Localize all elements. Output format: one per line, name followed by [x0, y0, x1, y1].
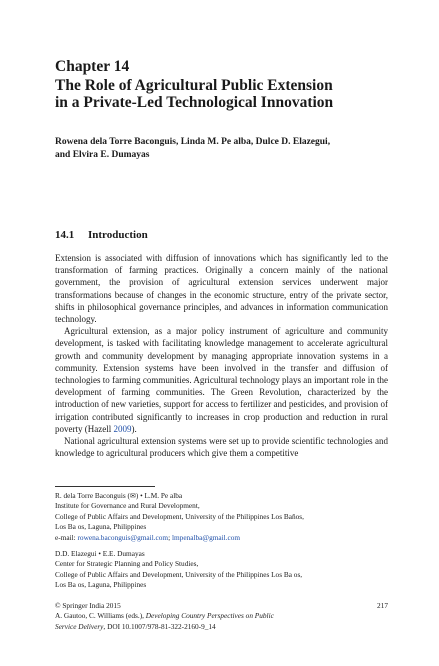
affiliation-line: College of Public Affairs and Development, University of the Philippines Los Ba os,	[55, 569, 303, 579]
affiliation-group	[55, 549, 395, 591]
affiliation-line: Center for Strategic Planning and Policy Studies,	[55, 559, 199, 569]
chapter-title-line: in a Private-Led Technological Innovation	[55, 94, 334, 111]
paragraph-text: ).	[131, 423, 137, 434]
body-text	[55, 252, 388, 459]
section-heading	[55, 228, 395, 242]
copyright-line: © Springer India 2015	[55, 601, 121, 610]
affiliation-text: R. dela Torre Baconguis (	[55, 491, 130, 500]
chapter-label: Chapter 14	[55, 58, 130, 75]
citation-link[interactable]: 2009	[113, 423, 132, 434]
affiliation-line	[55, 491, 395, 501]
citation-line	[55, 622, 388, 632]
book-title: Service Delivery	[55, 621, 104, 631]
citation-line	[55, 611, 388, 621]
affiliation-group	[55, 491, 395, 543]
section-number: 14.1	[55, 229, 75, 241]
affiliation-line: D.D. Elazegui • E.E. Dumayas	[55, 549, 145, 559]
affiliation-line: Los Ba os, Laguna, Philippines	[55, 580, 147, 590]
affiliation-line: Los Ba os, Laguna, Philippines	[55, 522, 147, 532]
chapter-title	[55, 77, 395, 111]
paragraph	[55, 325, 388, 435]
email-label: e-mail:	[55, 532, 78, 542]
author-list	[55, 136, 395, 162]
footnote-divider	[55, 486, 155, 487]
publication-footer	[55, 601, 388, 632]
envelope-icon: ✉	[129, 492, 136, 500]
paragraph: National agricultural extension systems were set up to provide scientific technologies and knowledge to agricultural producers which give them a competitive	[55, 436, 388, 459]
citation-text: A. Gautoo, C. Williams (eds.),	[55, 611, 146, 621]
paragraph: Extension is associated with diffusion of innovations which has significantly led to the transformation of farming practices. Originally a concern mainly of the national government, the provision of agricultural extension services underwent major transformations because of changes in the economic structure, entry of the private sector, shifts in philosophical governance principles, and advances in information communication technology.	[55, 253, 388, 325]
author-line: Rowena dela Torre Baconguis, Linda M. Pe alba, Dulce D. Elazegui,	[55, 137, 331, 147]
affiliation-line: Institute for Governance and Rural Development,	[55, 501, 200, 511]
author-affiliations	[55, 491, 395, 591]
email-separator: ;	[168, 532, 172, 542]
book-title: Developing Country Perspectives on Public	[145, 611, 274, 621]
email-link[interactable]: rowena.baconguis@gmail.com	[77, 532, 169, 542]
section-title: Introduction	[88, 229, 148, 241]
affiliation-line: College of Public Affairs and Development, University of the Philippines Los Baños,	[55, 511, 304, 521]
page-number: 217	[377, 601, 388, 610]
email-line	[55, 533, 395, 543]
doi-text: , DOI 10.1007/978-81-322-2160-9_14	[103, 621, 216, 631]
author-line: and Elvira E. Dumayas	[55, 150, 150, 160]
paragraph-text: Agricultural extension, as a major policy instrument of agriculture and community development, is tasked with facilitating knowledge management to accelerate agricultural growth and community development by managing appropriate innovation systems in a community. Extension systems have been involved in the transfer and diffusion of technologies to farming communities. Agricultural technology plays an important role in the development of farming communities. The Green Revolution, characterized by the introduction of new varieties, support for access to fertilizer and pesticides, and provision of irrigation contributed significantly to increases in crop production and reduction in rural poverty (Hazell	[55, 326, 388, 434]
chapter-title-line: The Role of Agricultural Public Extension	[55, 77, 333, 94]
affiliation-text: ) • L.M. Pe alba	[135, 491, 183, 500]
email-link[interactable]: lmpenalba@gmail.com	[171, 532, 241, 542]
